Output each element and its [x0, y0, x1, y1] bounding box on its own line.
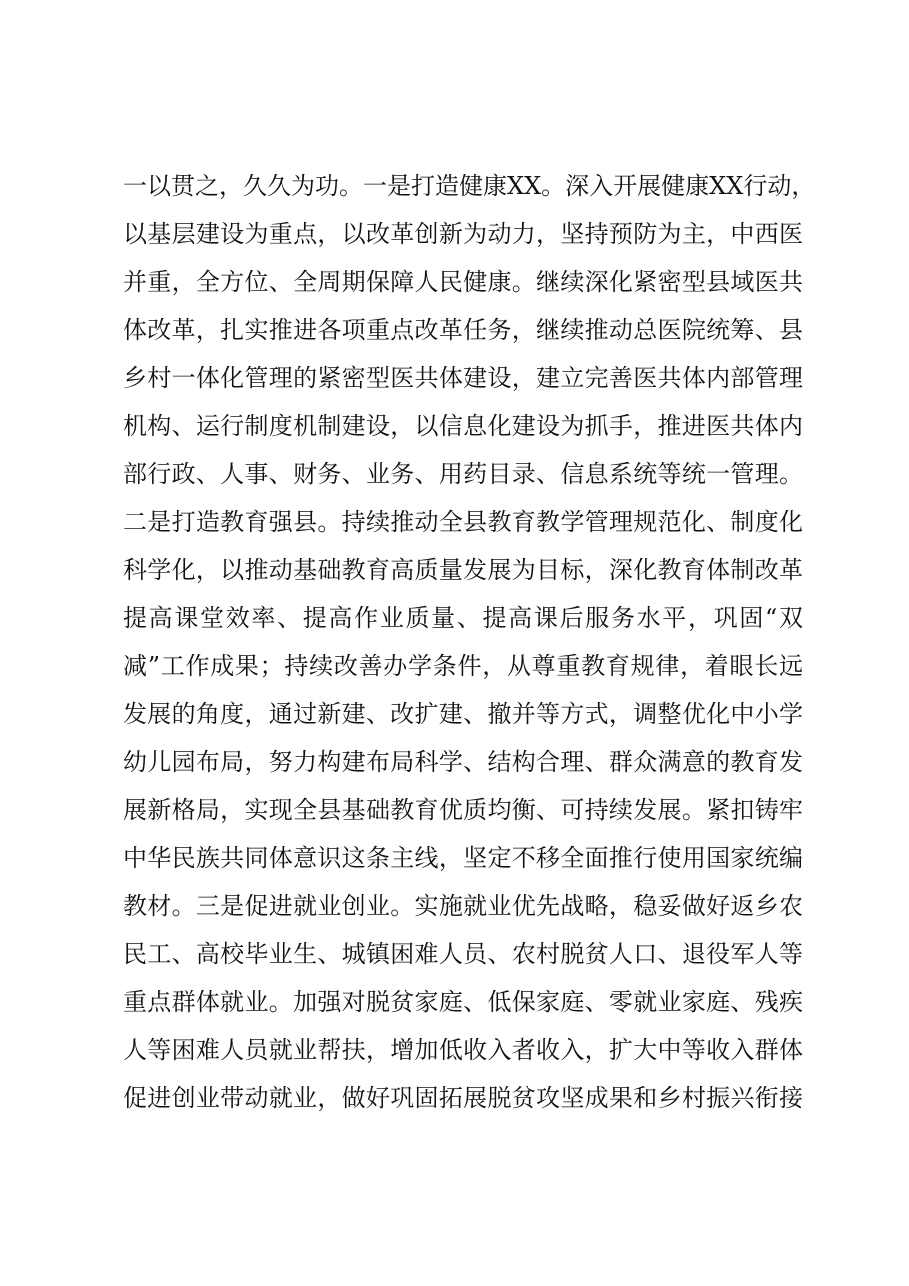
- text-line-14: 展新格局，实现全县基础教育优质均衡、可持续发展。紧扣铸牢: [123, 796, 803, 824]
- text-line-4: 体改革，扎实推进各项重点改革任务，继续推动总医院统筹、县: [123, 316, 803, 344]
- text-line-15: 中华民族共同体意识这条主线，坚定不移全面推行使用国家统编: [123, 844, 803, 872]
- text-line-2: 以基层建设为重点，以改革创新为动力，坚持预防为主，中西医: [123, 220, 803, 248]
- text-line-20: 促进创业带动就业，做好巩固拓展脱贫攻坚成果和乡村振兴衔接: [123, 1084, 803, 1112]
- text-line-10: 提高课堂效率、提高作业质量、提高课后服务水平，巩固“双: [123, 604, 803, 632]
- body-text: [123, 162, 816, 1122]
- text-line-7: 部行政、人事、财务、业务、用药目录、信息系统等统一管理。: [123, 460, 803, 488]
- text-line-19: 人等困难人员就业帮扶，增加低收入者收入，扩大中等收入群体: [123, 1036, 803, 1064]
- text-line-16: 教材。三是促进就业创业。实施就业优先战略，稳妥做好返乡农: [123, 892, 803, 920]
- text-line-12: 发展的角度，通过新建、改扩建、撤并等方式，调整优化中小学: [123, 700, 803, 728]
- text-line-8: 二是打造教育强县。持续推动全县教育教学管理规范化、制度化: [123, 508, 803, 536]
- text-line-5: 乡村一体化管理的紧密型医共体建设，建立完善医共体内部管理: [123, 364, 803, 392]
- text-line-17: 民工、高校毕业生、城镇困难人员、农村脱贫人口、退役军人等: [123, 940, 803, 968]
- text-line-6: 机构、运行制度机制建设，以信息化建设为抓手，推进医共体内: [123, 412, 803, 440]
- text-line-3: 并重，全方位、全周期保障人民健康。继续深化紧密型县域医共: [123, 268, 803, 296]
- text-line-18: 重点群体就业。加强对脱贫家庭、低保家庭、零就业家庭、残疾: [123, 988, 803, 1016]
- text-line-1: 一以贯之，久久为功。一是打造健康XX。深入开展健康XX行动，: [123, 172, 816, 200]
- text-line-11: 减”工作成果；持续改善办学条件，从尊重教育规律，着眼长远: [123, 652, 803, 680]
- text-line-9: 科学化，以推动基础教育高质量发展为目标，深化教育体制改革: [123, 556, 803, 584]
- text-line-13: 幼儿园布局，努力构建布局科学、结构合理、群众满意的教育发: [123, 748, 803, 776]
